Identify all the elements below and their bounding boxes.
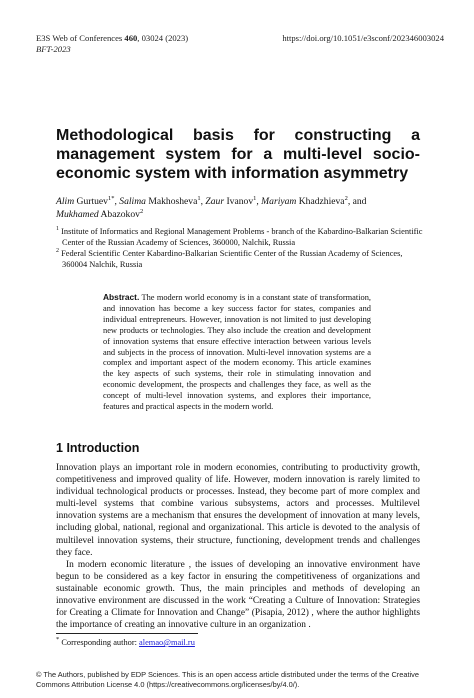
author-family-name: Abazokov <box>100 209 140 220</box>
author-given-name: Salima <box>119 196 146 207</box>
author-given-name: Mariyam <box>261 196 297 207</box>
affiliation-number: 2 <box>56 248 59 255</box>
author-and: and <box>352 196 367 207</box>
author-affiliation-mark: 1 <box>197 194 201 202</box>
author-given-name: Mukhamed <box>56 209 99 220</box>
author-email-link[interactable]: alemao@mail.ru <box>139 638 195 647</box>
author-family-name: Makhosheva <box>148 196 198 207</box>
conference-venue: BFT-2023 <box>36 44 71 54</box>
author-family-name: Gurtuev <box>76 196 108 207</box>
author-affiliation-mark: 1 <box>253 194 257 202</box>
paper-title: Methodological basis for constructing a management system for a multi-level socio-economic system with information asymmetry <box>56 127 420 182</box>
affiliation-number: 1 <box>56 226 59 233</box>
affiliation-text: Institute of Informatics and Regional Management Problems - branch of the Kabardino-Balkarian Scientific Center of the Russian Academy of Sciences, 360000, Nalchik, Russia <box>61 227 423 247</box>
abstract <box>103 292 371 413</box>
body-text <box>56 462 420 631</box>
body-paragraph: Innovation plays an important role in modern economies, contributing to productivity growth, competitiveness and improved quality of life. However, modern innovation is rarely limited to individual technological products or processes. Instead, they become part of more complex and multi-level systems that combine various subsystems, actors and processes. Multilevel innovation systems are a mechanism that ensures the development of innovation at many levels, including global, national, regional and organizational. This article is devoted to the analysis of multilevel innovation systems, their structure, functioning, development trends and challenges they face. <box>56 463 420 558</box>
author-family-name: Khadzhieva <box>298 196 345 207</box>
page-header <box>36 33 444 55</box>
section-heading <box>56 441 139 455</box>
affiliation-text: Federal Scientific Center Kabardino-Balkarian Scientific Center of the Russian Academy of Sciences, 360004 Nalchik, Russia <box>61 249 403 269</box>
affiliation-list <box>56 226 426 270</box>
author-affiliation-mark: 2 <box>344 194 348 202</box>
doi-link[interactable]: https://doi.org/10.1051/e3sconf/202346003024 <box>282 33 444 43</box>
journal-volume: 460 <box>124 33 138 43</box>
abstract-label: Abstract. <box>103 292 140 302</box>
author-given-name: Alim <box>56 196 75 207</box>
footnote <box>56 638 195 647</box>
body-paragraph: In modern economic literature , the issues of developing an innovative environment have begun to be considered as a key factor in ensuring the competitiveness of organizations and sustainable economic growth. Thus, the main principles and methods of developing an innovative environment are discussed in the work “Creating a Culture of Innovation: Strategies for Creating a Climate for Innovation and Change” (Pisapia, 2012) , where the author highlights the importance of creating an innovative culture in an organization . <box>56 559 420 631</box>
affiliation-item <box>56 226 426 248</box>
footnote-mark: * <box>56 636 60 644</box>
section-number: 1 <box>56 441 63 455</box>
abstract-text: The modern world economy is in a constant state of transformation, and innovation has become a key success factor for states, companies and individual entrepreneurs. However, innovation is not limited to just developing new products or technologies. They also include the creation and development of innovation systems that ensure effective interaction between various levels and subjects in the process of innovation. Multi-level innovation systems are a complex and important aspect of the modern economy. This article examines the key aspects of such systems, their role in stimulating innovation and economic development, the prospects and challenges they face, as well as the concept of multi-level innovation systems, and explores their importance, features and practical aspects in the modern world. <box>103 293 371 412</box>
author-given-name: Zaur <box>205 196 225 207</box>
section-title-text: Introduction <box>66 441 140 455</box>
author-list: Alim Gurtuev$^{1*}$, Salima Makhosheva$^1$, Zaur Ivanov$^1$, Mariyam Khadzhieva$^2$, and Mukhamed Abazokov$^2$ <box>56 194 367 220</box>
journal-citation: E3S Web of Conferences 460, 03024 (2023) <box>36 33 189 43</box>
license-statement: © The Authors, published by EDP Sciences. This is an open access article distributed under the terms of the Creative Commons Attribution License 4.0 (https://creativecommons.org/licenses/by/4.0/). <box>36 670 419 689</box>
author-family-name: Ivanov <box>226 196 254 207</box>
affiliation-item <box>56 248 426 270</box>
footnote-divider <box>56 633 198 634</box>
author-affiliation-mark: 2 <box>139 207 144 215</box>
footnote-label: Corresponding author: <box>61 638 140 647</box>
author-affiliation-mark: 1* <box>107 194 115 202</box>
